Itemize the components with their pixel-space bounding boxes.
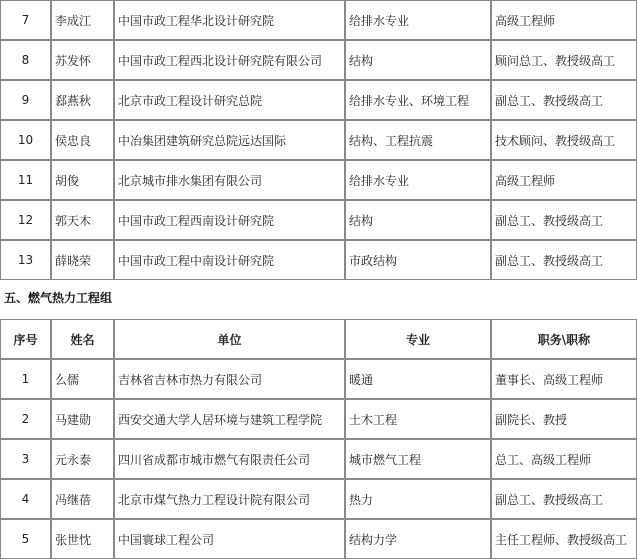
cell-specialty: 给排水专业	[345, 0, 491, 40]
cell-title: 总工、高级工程师	[491, 439, 637, 479]
cell-title: 技术顾问、教授级高工	[491, 120, 637, 160]
cell-name: 冯继蓓	[51, 479, 114, 519]
table-row	[0, 0, 637, 40]
cell-title: 主任工程师、教授级高工	[491, 519, 637, 559]
cell-unit: 中国寰球工程公司	[114, 519, 345, 559]
cell-index: 8	[0, 40, 51, 80]
cell-title: 高级工程师	[491, 0, 637, 40]
cell-index: 2	[0, 399, 51, 439]
cell-specialty: 土木工程	[345, 399, 491, 439]
header-index: 序号	[0, 319, 51, 359]
table-row	[0, 80, 637, 120]
table-row	[0, 40, 637, 80]
cell-index: 3	[0, 439, 51, 479]
header-specialty: 专业	[345, 319, 491, 359]
cell-index: 1	[0, 359, 51, 399]
cell-name: 李成江	[51, 0, 114, 40]
cell-index: 4	[0, 479, 51, 519]
cell-title: 副总工、教授级高工	[491, 479, 637, 519]
cell-name: 么儒	[51, 359, 114, 399]
cell-title: 副院长、教授	[491, 399, 637, 439]
cell-name: 马建勋	[51, 399, 114, 439]
cell-title: 董事长、高级工程师	[491, 359, 637, 399]
table-row	[0, 359, 637, 399]
gas-heating-table	[0, 319, 637, 559]
table-row	[0, 439, 637, 479]
cell-title: 副总工、教授级高工	[491, 240, 637, 280]
header-unit: 单位	[114, 319, 345, 359]
cell-unit: 中冶集团建筑研究总院远达国际	[114, 120, 345, 160]
cell-name: 元永泰	[51, 439, 114, 479]
section-title: 五、燃气热力工程组	[4, 291, 113, 305]
cell-unit: 北京市煤气热力工程设计院有限公司	[114, 479, 345, 519]
cell-unit: 中国市政工程西南设计研究院	[114, 200, 345, 240]
table-row	[0, 479, 637, 519]
cell-index: 9	[0, 80, 51, 120]
cell-unit: 四川省成都市城市燃气有限责任公司	[114, 439, 345, 479]
cell-index: 5	[0, 519, 51, 559]
table-row	[0, 519, 637, 559]
header-title: 职务\职称	[491, 319, 637, 359]
cell-name: 薛晓荣	[51, 240, 114, 280]
table-row	[0, 200, 637, 240]
cell-unit: 北京城市排水集团有限公司	[114, 160, 345, 200]
table-row	[0, 160, 637, 200]
cell-specialty: 给排水专业	[345, 160, 491, 200]
cell-unit: 吉林省吉林市热力有限公司	[114, 359, 345, 399]
cell-specialty: 给排水专业、环境工程	[345, 80, 491, 120]
cell-title: 副总工、教授级高工	[491, 80, 637, 120]
cell-index: 7	[0, 0, 51, 40]
cell-title: 顾问总工、教授级高工	[491, 40, 637, 80]
cell-specialty: 市政结构	[345, 240, 491, 280]
table-row	[0, 120, 637, 160]
cell-name: 胡俊	[51, 160, 114, 200]
cell-name: 苏发怀	[51, 40, 114, 80]
cell-unit: 中国市政工程西北设计研究院有限公司	[114, 40, 345, 80]
cell-unit: 中国市政工程中南设计研究院	[114, 240, 345, 280]
cell-title: 高级工程师	[491, 160, 637, 200]
cell-title: 副总工、教授级高工	[491, 200, 637, 240]
cell-unit: 北京市政工程设计研究总院	[114, 80, 345, 120]
cell-name: 侯忠良	[51, 120, 114, 160]
cell-specialty: 结构、工程抗震	[345, 120, 491, 160]
cell-specialty: 城市燃气工程	[345, 439, 491, 479]
cell-index: 11	[0, 160, 51, 200]
cell-specialty: 热力	[345, 479, 491, 519]
table-row	[0, 399, 637, 439]
cell-index: 12	[0, 200, 51, 240]
cell-name: 郭天木	[51, 200, 114, 240]
header-name: 姓名	[51, 319, 114, 359]
cell-name: 张世忱	[51, 519, 114, 559]
cell-specialty: 结构	[345, 200, 491, 240]
cell-unit: 中国市政工程华北设计研究院	[114, 0, 345, 40]
cell-specialty: 暖通	[345, 359, 491, 399]
table-row	[0, 240, 637, 280]
cell-name: 郄燕秋	[51, 80, 114, 120]
cell-unit: 西安交通大学人居环境与建筑工程学院	[114, 399, 345, 439]
header-row	[0, 319, 637, 359]
cell-specialty: 结构力学	[345, 519, 491, 559]
cell-index: 10	[0, 120, 51, 160]
cell-index: 13	[0, 240, 51, 280]
gas-heating-table-body	[0, 359, 637, 559]
cell-specialty: 结构	[345, 40, 491, 80]
